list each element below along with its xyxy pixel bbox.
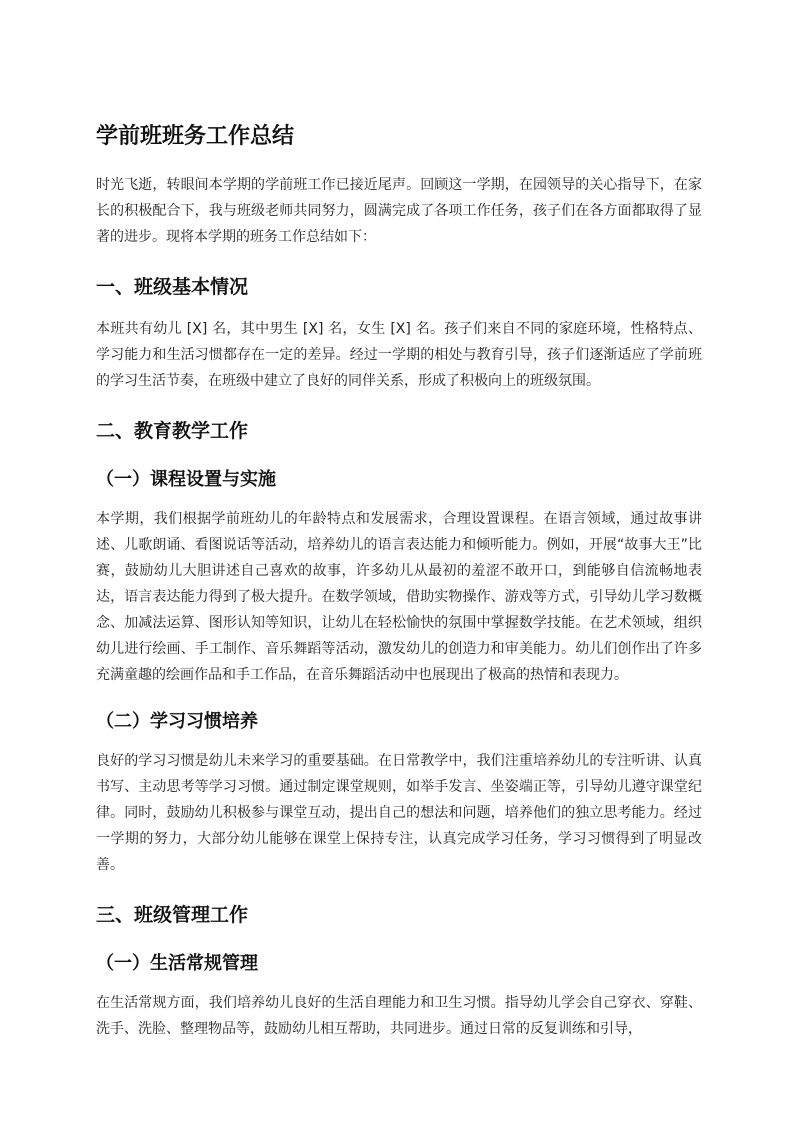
subsection-heading-curriculum: （一）课程设置与实施 <box>96 469 276 490</box>
subsection-paragraph-daily-routine: 在生活常规方面，我们培养幼儿良好的生活自理能力和卫生习惯。指导幼儿学会自己穿衣、穿鞋、洗手、洗脸、整理物品等，鼓励幼儿相互帮助，共同进步。通过日常的反复训练和引导， <box>96 995 702 1037</box>
section-heading-class-overview: 一、班级基本情况 <box>96 276 249 298</box>
subsection-heading-daily-routine: （一）生活常规管理 <box>96 953 258 974</box>
section-paragraph-class-overview: 本班共有幼儿 [X] 名，其中男生 [X] 名，女生 [X] 名。孩子们来自不同的家庭环境，性格特点、学习能力和生活习惯都存在一定的差异。经过一学期的相处与教育引导，孩子们逐渐适应了学前班的学习生活节奏，在班级中建立了良好的同伴关系，形成了积极向上的班级氛围。 <box>96 321 702 389</box>
intro-paragraph: 时光飞逝，转眼间本学期的学前班工作已接近尾声。回顾这一学期，在园领导的关心指导下，在家长的积极配合下，我与班级老师共同努力，圆满完成了各项工作任务，孩子们在各方面都取得了显著的进步。现将本学期的班务工作总结如下： <box>96 177 702 245</box>
section-heading-teaching: 二、教育教学工作 <box>96 420 249 442</box>
subsection-heading-study-habits: （二）学习习惯培养 <box>96 711 258 732</box>
section-heading-class-management: 三、班级管理工作 <box>96 904 249 926</box>
document-page <box>96 120 702 1042</box>
document-title: 学前班班务工作总结 <box>96 124 295 149</box>
subsection-paragraph-study-habits: 良好的学习习惯是幼儿未来学习的重要基础。在日常教学中，我们注重培养幼儿的专注听讲、认真书写、主动思考等学习习惯。通过制定课堂规则，如举手发言、坐姿端正等，引导幼儿遵守课堂纪律。同时，鼓励幼儿积极参与课堂互动，提出自己的想法和问题，培养他们的独立思考能力。经过一学期的努力，大部分幼儿能够在课堂上保持专注，认真完成学习任务，学习习惯得到了明显改善。 <box>96 753 702 873</box>
subsection-paragraph-curriculum: 本学期，我们根据学前班幼儿的年龄特点和发展需求，合理设置课程。在语言领域，通过故事讲述、儿歌朗诵、看图说话等活动，培养幼儿的语言表达能力和倾听能力。例如，开展“故事大王”比赛，鼓励幼儿大胆讲述自己喜欢的故事，许多幼儿从最初的羞涩不敢开口，到能够自信流畅地表达，语言表达能力得到了极大提升。在数学领域，借助实物操作、游戏等方式，引导幼儿学习数概念、加减法运算、图形认知等知识，让幼儿在轻松愉快的氛围中掌握数学技能。在艺术领域，组织幼儿进行绘画、手工制作、音乐舞蹈等活动，激发幼儿的创造力和审美能力。幼儿们创作出了许多充满童趣的绘画作品和手工作品，在音乐舞蹈活动中也展现出了极高的热情和表现力。 <box>96 511 702 683</box>
